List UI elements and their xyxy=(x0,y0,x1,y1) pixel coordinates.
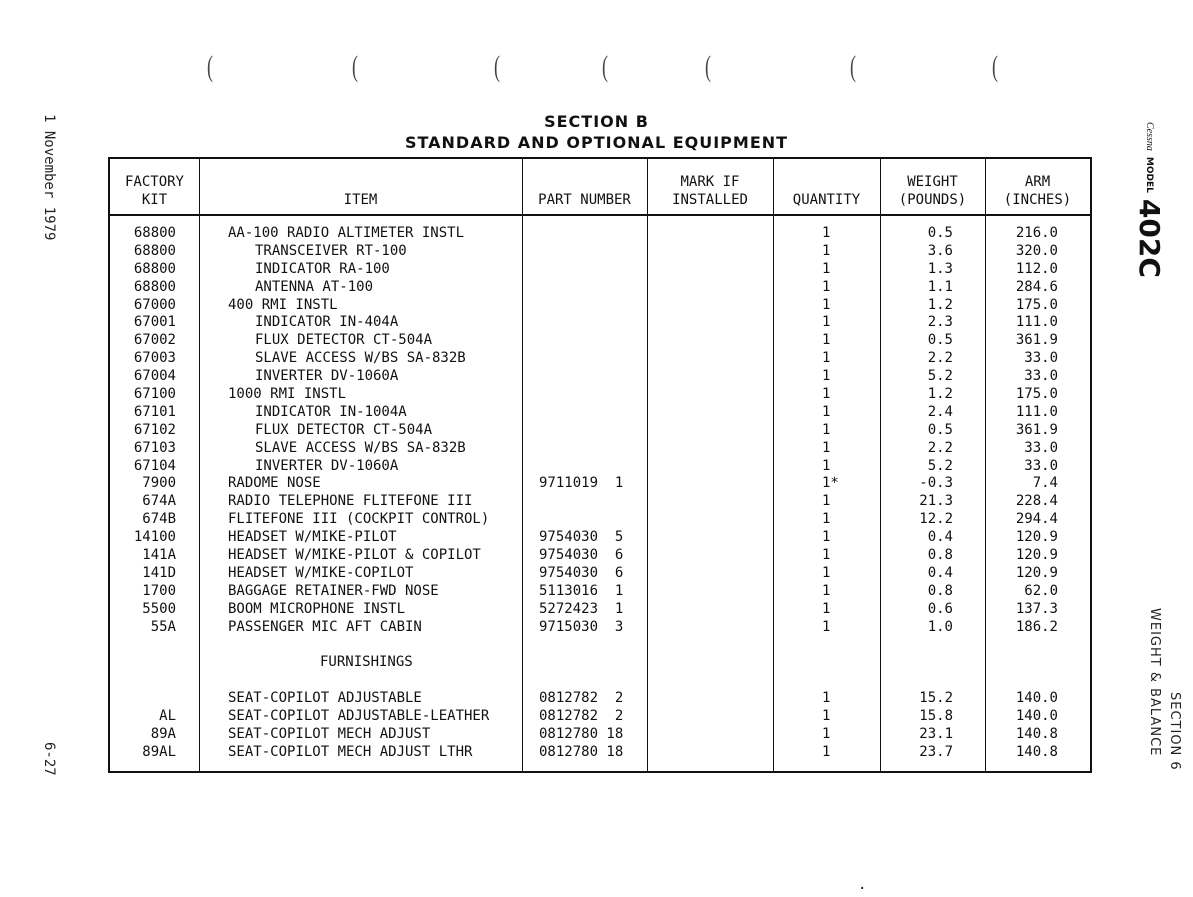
arm-cell: 175.0 xyxy=(1015,386,1058,403)
item-cell: SEAT-COPILOT MECH ADJUST xyxy=(228,725,431,742)
table-row xyxy=(110,368,1090,386)
arm-cell: 120.9 xyxy=(1015,547,1058,564)
header-item: ITEM xyxy=(343,192,378,208)
quantity-cell: 1 xyxy=(822,690,831,707)
table-row xyxy=(110,458,1090,476)
item-cell: SLAVE ACCESS W/BS SA-832B xyxy=(255,350,466,367)
page-title: STANDARD AND OPTIONAL EQUIPMENT xyxy=(404,133,789,152)
weight-cell: 2.2 xyxy=(927,350,953,367)
item-cell: TRANSCEIVER RT-100 xyxy=(255,242,407,259)
table-row xyxy=(110,279,1090,297)
kit-cell: AL xyxy=(159,708,176,725)
table-row xyxy=(110,565,1090,583)
section-title: SECTION B xyxy=(544,112,649,131)
item-cell: SEAT-COPILOT ADJUSTABLE-LEATHER xyxy=(228,708,490,725)
weight-cell: 23.1 xyxy=(919,725,953,742)
weight-cell: 1.3 xyxy=(927,260,953,277)
arm-cell: 120.9 xyxy=(1015,529,1058,546)
quantity-cell: 1 xyxy=(822,296,831,313)
kit-cell: 68800 xyxy=(133,242,176,259)
weight-cell: 1.2 xyxy=(927,386,953,403)
part-number-cell: 9754030 6 xyxy=(539,564,624,581)
table-row xyxy=(110,332,1090,350)
table-row xyxy=(110,547,1090,565)
kit-cell: 89A xyxy=(150,725,176,742)
weight-cell: 1.1 xyxy=(927,278,953,295)
quantity-cell: 1 xyxy=(822,403,831,420)
binder-mark: ( xyxy=(602,50,608,83)
part-number-cell: 9754030 6 xyxy=(539,547,624,564)
kit-cell: 141D xyxy=(142,564,176,581)
kit-cell: 14100 xyxy=(133,529,176,546)
kit-cell: 67101 xyxy=(133,403,176,420)
table-row xyxy=(110,583,1090,601)
part-number-cell: 9715030 3 xyxy=(539,618,624,635)
table-row xyxy=(110,636,1090,654)
kit-cell: 67100 xyxy=(133,386,176,403)
table-row xyxy=(110,475,1090,493)
header-quantity: QUANTITY xyxy=(792,192,861,208)
weight-cell: 2.4 xyxy=(927,403,953,420)
table-row xyxy=(110,744,1090,762)
item-cell: BAGGAGE RETAINER-FWD NOSE xyxy=(228,582,439,599)
arm-cell: 33.0 xyxy=(1024,439,1058,456)
page-number: 6-27 xyxy=(41,742,57,776)
weight-cell: 5.2 xyxy=(927,368,953,385)
weight-cell: 21.3 xyxy=(919,493,953,510)
quantity-cell: 1 xyxy=(822,368,831,385)
table-row xyxy=(110,404,1090,422)
quantity-cell: 1 xyxy=(822,260,831,277)
quantity-cell: 1 xyxy=(822,600,831,617)
header-arm: ARM (INCHES) xyxy=(1003,174,1072,208)
binder-mark: ( xyxy=(992,50,998,83)
quantity-cell: 1 xyxy=(822,511,831,528)
arm-cell: 294.4 xyxy=(1015,511,1058,528)
kit-cell: 67004 xyxy=(133,368,176,385)
item-cell: ANTENNA AT-100 xyxy=(255,278,374,295)
quantity-cell: 1 xyxy=(822,242,831,259)
weight-cell: 2.2 xyxy=(927,439,953,456)
weight-cell: 1.0 xyxy=(927,618,953,635)
table-row xyxy=(110,690,1090,708)
weight-cell: 3.6 xyxy=(927,242,953,259)
kit-cell: 67103 xyxy=(133,439,176,456)
table-row xyxy=(110,386,1090,404)
part-number-cell: 0812782 2 xyxy=(539,708,624,725)
kit-cell: 1700 xyxy=(142,582,176,599)
quantity-cell: 1 xyxy=(822,439,831,456)
weight-cell: -0.3 xyxy=(919,475,953,492)
item-cell: AA-100 RADIO ALTIMETER INSTL xyxy=(228,225,465,241)
header-mark-if-installed: MARK IF INSTALLED xyxy=(672,174,748,208)
weight-cell: 0.6 xyxy=(927,600,953,617)
binder-mark: ( xyxy=(850,50,856,83)
item-cell: RADOME NOSE xyxy=(228,475,321,492)
equipment-table xyxy=(108,157,1092,897)
quantity-cell: 1 xyxy=(822,225,831,241)
table-row xyxy=(110,225,1090,243)
table-row xyxy=(110,493,1090,511)
kit-cell: 5500 xyxy=(142,600,176,617)
table-row xyxy=(110,314,1090,332)
table-row xyxy=(110,726,1090,744)
weight-cell: 0.5 xyxy=(927,332,953,349)
kit-cell: 68800 xyxy=(133,260,176,277)
weight-cell: 0.4 xyxy=(927,564,953,581)
part-number-cell: 5113016 1 xyxy=(539,582,624,599)
kit-cell: 7900 xyxy=(142,475,176,492)
arm-cell: 320.0 xyxy=(1015,242,1058,259)
weight-cell: 15.8 xyxy=(919,708,953,725)
weight-cell: 15.2 xyxy=(919,690,953,707)
item-cell: 400 RMI INSTL xyxy=(228,296,338,313)
table-row xyxy=(110,350,1090,368)
item-cell: HEADSET W/MIKE-PILOT xyxy=(228,529,397,546)
arm-cell: 112.0 xyxy=(1015,260,1058,277)
weight-cell: 5.2 xyxy=(927,457,953,474)
kit-cell: 674B xyxy=(142,511,176,528)
quantity-cell: 1 xyxy=(822,529,831,546)
arm-cell: 33.0 xyxy=(1024,457,1058,474)
model-label: MODEL xyxy=(1144,156,1155,193)
weight-cell: 0.8 xyxy=(927,582,953,599)
item-cell: FLITEFONE III (COCKPIT CONTROL) xyxy=(228,511,490,528)
weight-cell: 23.7 xyxy=(919,743,953,760)
table-row xyxy=(110,511,1090,529)
item-cell: INDICATOR RA-100 xyxy=(255,260,390,277)
binder-mark: ( xyxy=(494,50,500,83)
table-row xyxy=(110,672,1090,690)
item-cell: INDICATOR IN-404A xyxy=(255,314,399,331)
section-label: SECTION 6 xyxy=(1167,692,1182,771)
kit-cell: 55A xyxy=(150,618,176,635)
quantity-cell: 1 xyxy=(822,457,831,474)
kit-cell: 67002 xyxy=(133,332,176,349)
item-cell: SEAT-COPILOT MECH ADJUST LTHR xyxy=(228,743,473,760)
table-row xyxy=(110,422,1090,440)
table-row xyxy=(110,297,1090,315)
kit-cell: 67104 xyxy=(133,457,176,474)
arm-cell: 33.0 xyxy=(1024,368,1058,385)
arm-cell: 62.0 xyxy=(1024,582,1058,599)
quantity-cell: 1 xyxy=(822,725,831,742)
arm-cell: 140.0 xyxy=(1015,708,1058,725)
binder-mark: ( xyxy=(705,50,711,83)
quantity-cell: 1 xyxy=(822,618,831,635)
arm-cell: 216.0 xyxy=(1015,225,1058,241)
table-row xyxy=(110,619,1090,637)
section-subtitle: WEIGHT & BALANCE xyxy=(1147,608,1162,757)
arm-cell: 361.9 xyxy=(1015,421,1058,438)
arm-cell: 175.0 xyxy=(1015,296,1058,313)
item-cell: INVERTER DV-1060A xyxy=(255,457,399,474)
quantity-cell: 1 xyxy=(822,564,831,581)
weight-cell: 2.3 xyxy=(927,314,953,331)
kit-cell: 67000 xyxy=(133,296,176,313)
quantity-cell: 1 xyxy=(822,493,831,510)
kit-cell: 68800 xyxy=(133,278,176,295)
item-cell: HEADSET W/MIKE-PILOT & COPILOT xyxy=(228,547,481,564)
item-cell: INDICATOR IN-1004A xyxy=(255,403,407,420)
arm-cell: 137.3 xyxy=(1015,600,1058,617)
weight-cell: 1.2 xyxy=(927,296,953,313)
quantity-cell: 1 xyxy=(822,314,831,331)
item-cell: PASSENGER MIC AFT CABIN xyxy=(228,618,422,635)
header-weight: WEIGHT (POUNDS) xyxy=(898,174,967,208)
quantity-cell: 1 xyxy=(822,547,831,564)
stray-mark: · xyxy=(858,881,867,897)
kit-cell: 67001 xyxy=(133,314,176,331)
table-row xyxy=(110,601,1090,619)
arm-cell: 120.9 xyxy=(1015,564,1058,581)
weight-cell: 0.4 xyxy=(927,529,953,546)
item-cell: 1000 RMI INSTL xyxy=(228,386,347,403)
quantity-cell: 1 xyxy=(822,350,831,367)
item-cell: FURNISHINGS xyxy=(320,654,413,671)
arm-cell: 186.2 xyxy=(1015,618,1058,635)
binder-mark: ( xyxy=(352,50,358,83)
header-factory-kit: FACTORY KIT xyxy=(124,174,184,208)
item-cell: FLUX DETECTOR CT-504A xyxy=(255,421,433,438)
arm-cell: 111.0 xyxy=(1015,314,1058,331)
weight-cell: 0.5 xyxy=(927,225,953,241)
arm-cell: 361.9 xyxy=(1015,332,1058,349)
arm-cell: 33.0 xyxy=(1024,350,1058,367)
part-number-cell: 5272423 1 xyxy=(539,600,624,617)
weight-cell: 12.2 xyxy=(919,511,953,528)
kit-cell: 68800 xyxy=(133,225,176,241)
part-number-cell: 0812780 18 xyxy=(539,743,624,760)
arm-cell: 284.6 xyxy=(1015,278,1058,295)
table-row xyxy=(110,654,1090,672)
binder-mark: ( xyxy=(207,50,213,83)
quantity-cell: 1 xyxy=(822,386,831,403)
header-part-number: PART NUMBER xyxy=(538,192,631,208)
arm-cell: 140.0 xyxy=(1015,690,1058,707)
arm-cell: 228.4 xyxy=(1015,493,1058,510)
kit-cell: 141A xyxy=(142,547,176,564)
part-number-cell: 9754030 5 xyxy=(539,529,624,546)
kit-cell: 89AL xyxy=(142,743,176,760)
quantity-cell: 1 xyxy=(822,278,831,295)
item-cell: INVERTER DV-1060A xyxy=(255,368,399,385)
quantity-cell: 1 xyxy=(822,421,831,438)
table-row xyxy=(110,261,1090,279)
item-cell: BOOM MICROPHONE INSTL xyxy=(228,600,406,617)
arm-cell: 7.4 xyxy=(1032,475,1058,492)
arm-cell: 140.8 xyxy=(1015,743,1058,760)
part-number-cell: 9711019 1 xyxy=(539,475,624,492)
table-row xyxy=(110,529,1090,547)
table-row xyxy=(110,440,1090,458)
table-row xyxy=(110,243,1090,261)
quantity-cell: 1 xyxy=(822,708,831,725)
kit-cell: 67102 xyxy=(133,421,176,438)
part-number-cell: 0812780 18 xyxy=(539,725,624,742)
arm-cell: 111.0 xyxy=(1015,403,1058,420)
table-body xyxy=(110,225,1090,762)
kit-cell: 674A xyxy=(142,493,176,510)
weight-cell: 0.5 xyxy=(927,421,953,438)
brand-logo: Cessna xyxy=(1144,122,1155,151)
quantity-cell: 1* xyxy=(822,475,839,492)
item-cell: RADIO TELEPHONE FLITEFONE III xyxy=(228,493,473,510)
kit-cell: 67003 xyxy=(133,350,176,367)
item-cell: HEADSET W/MIKE-COPILOT xyxy=(228,564,414,581)
issue-date: 1 November 1979 xyxy=(41,114,57,241)
item-cell: FLUX DETECTOR CT-504A xyxy=(255,332,433,349)
weight-cell: 0.8 xyxy=(927,547,953,564)
quantity-cell: 1 xyxy=(822,743,831,760)
model-number: 402C xyxy=(1133,198,1166,278)
item-cell: SEAT-COPILOT ADJUSTABLE xyxy=(228,690,422,707)
item-cell: SLAVE ACCESS W/BS SA-832B xyxy=(255,439,466,456)
part-number-cell: 0812782 2 xyxy=(539,690,624,707)
arm-cell: 140.8 xyxy=(1015,725,1058,742)
table-row xyxy=(110,708,1090,726)
quantity-cell: 1 xyxy=(822,582,831,599)
quantity-cell: 1 xyxy=(822,332,831,349)
